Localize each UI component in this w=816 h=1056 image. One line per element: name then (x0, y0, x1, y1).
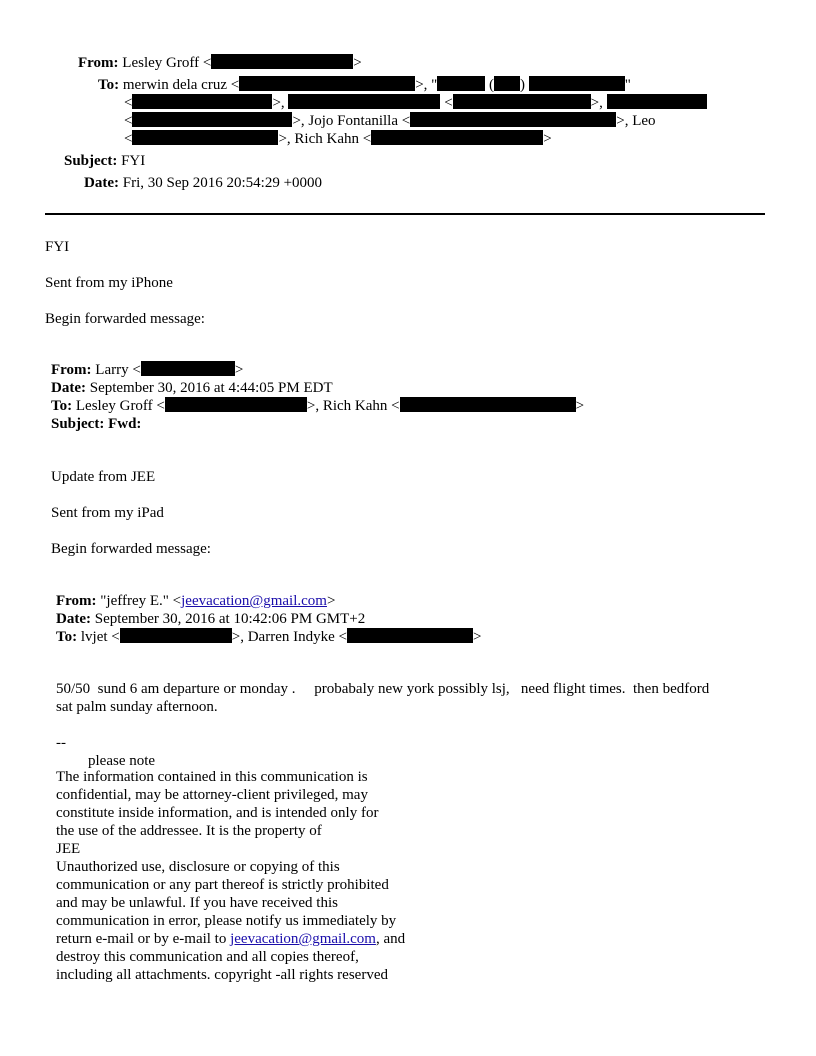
redaction-block (529, 76, 625, 91)
header-subject-row (64, 152, 145, 170)
signature-dash: -- (56, 735, 66, 751)
header-date-row (84, 174, 322, 192)
body-line-begin-forwarded: Begin forwarded message: (45, 311, 205, 327)
fwd2-message-line2: sat palm sunday afternoon. (56, 699, 218, 715)
fwd1-line-update: Update from JEE (51, 469, 156, 485)
redaction-block (410, 112, 616, 127)
redaction-block (371, 130, 543, 145)
redaction-block (132, 94, 272, 109)
header-to-row: To: merwin dela cruz < >, " ( ) " (98, 77, 631, 93)
header-to-row-2: < >, < >, (124, 94, 707, 112)
redaction-block (494, 76, 520, 91)
signature-disclaimer: The information contained in this communication is confidential, may be attorney-client privileged, may constitute inside information, and is intended only for the use of the addressee. It is the property of JEE Unauthorized use, disclosure or copying of this communication or any part thereof is strictly prohibited and may be unlawful. If you have received this communication in error, please notify us immediately by return e-mail or by e-mail to jeevacation@gmail.com, and destroy this communication and all copies thereof, including all attachments. copyright -all rights reserved (56, 769, 406, 983)
sender-email-link[interactable]: jeevacation@gmail.com (181, 593, 327, 609)
redaction-block (120, 628, 232, 643)
redaction-block (132, 130, 278, 145)
redaction-block (211, 54, 353, 69)
fwd1-date-row: Date: September 30, 2016 at 4:44:05 PM EDT (51, 380, 333, 396)
date-label: Date: (84, 175, 119, 191)
fwd1-line-begin-forwarded: Begin forwarded message: (51, 541, 211, 557)
from-label: From: (78, 55, 119, 71)
fwd2-from-row: From: "jeffrey E." <jeevacation@gmail.com> (56, 593, 336, 609)
body-line-sent-from: Sent from my iPhone (45, 275, 173, 291)
header-divider (45, 213, 765, 215)
redaction-block (347, 628, 473, 643)
redaction-block (141, 361, 235, 376)
redaction-block (288, 94, 440, 109)
redaction-block (607, 94, 707, 109)
fwd2-to-row: To: lvjet < >, Darren Indyke < > (56, 629, 482, 645)
header-to-row-4: < >, Rich Kahn < > (124, 131, 552, 147)
fwd1-line-sent-from: Sent from my iPad (51, 505, 164, 521)
redaction-block (437, 76, 485, 91)
redaction-block (239, 76, 415, 91)
signature-please-note: please note (88, 753, 156, 769)
header-from-row: From: Lesley Groff < > (78, 55, 362, 71)
date-value: Fri, 30 Sep 2016 20:54:29 +0000 (122, 175, 323, 191)
header-to-row-3: < >, Jojo Fontanilla < >, Leo (124, 113, 656, 129)
redaction-block (453, 94, 591, 109)
disclaimer-email-link[interactable]: jeevacation@gmail.com (230, 931, 376, 947)
redaction-block (400, 397, 576, 412)
redaction-block (132, 112, 292, 127)
fwd1-to-row: To: Lesley Groff < >, Rich Kahn < > (51, 398, 585, 414)
fwd2-message-line1: 50/50 sund 6 am departure or monday . probabaly new york possibly lsj, need flight times. then bedford (56, 681, 710, 697)
subject-value: FYI (121, 153, 146, 169)
from-name: Lesley Groff < (122, 55, 212, 71)
fwd1-from-row: From: Larry < > (51, 362, 244, 378)
redaction-block (165, 397, 307, 412)
body-line-fyi: FYI (45, 239, 70, 255)
subject-label: Subject: (64, 153, 118, 169)
fwd2-date-row: Date: September 30, 2016 at 10:42:06 PM GMT+2 (56, 611, 366, 627)
to-label: To: (98, 77, 120, 93)
fwd1-subject-row: Subject: Fwd: (51, 416, 142, 432)
